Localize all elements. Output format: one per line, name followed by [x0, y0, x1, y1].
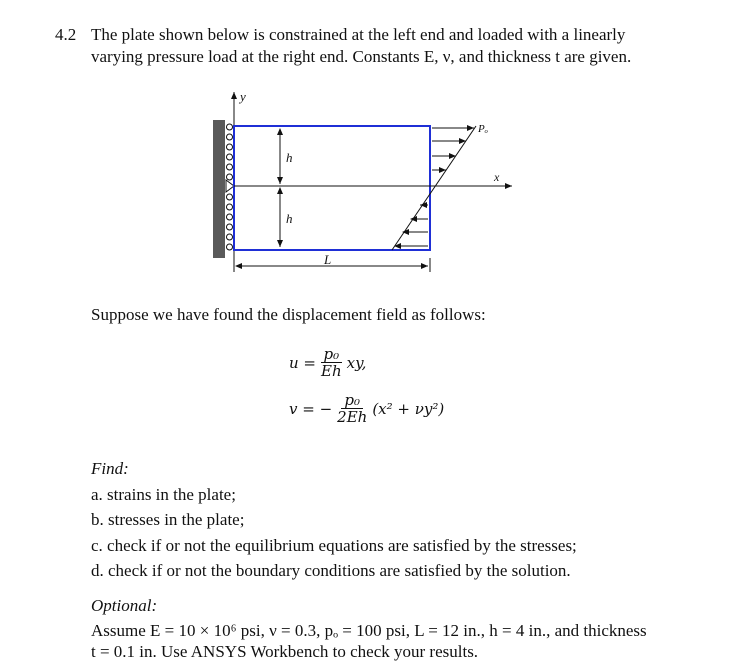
- eq-u-denominator: Eh: [321, 362, 342, 380]
- h-bottom-label: h: [286, 211, 293, 226]
- problem-number: 4.2: [55, 25, 77, 44]
- intro-text: Suppose we have found the displacement field as follows:: [91, 305, 486, 324]
- eq-v-rhs: (x² + νy²): [372, 399, 445, 418]
- find-item-a: a. strains in the plate;: [91, 485, 236, 504]
- eq-v-numerator: p₀: [341, 392, 363, 409]
- problem-statement-line2: varying pressure load at the right end. Constants E, ν, and thickness t are given.: [91, 47, 632, 66]
- problem-statement-line1: The plate shown below is constrained at the left end and loaded with a linearly: [91, 25, 626, 44]
- optional-line1: Assume E = 10 × 10⁶ psi, ν = 0.3, pₒ = 100 psi, L = 12 in., h = 4 in., and thickness: [91, 621, 647, 640]
- eq-u-lhs: u =: [289, 353, 316, 372]
- eq-u-fraction: [318, 346, 345, 379]
- equation-v: [289, 392, 444, 425]
- optional-heading: Optional:: [91, 596, 158, 615]
- load-label: Pₒ: [478, 123, 488, 135]
- find-item-d: d. check if or not the boundary conditions are satisfied by the solution.: [91, 561, 571, 580]
- h-top-label: h: [286, 150, 293, 165]
- eq-u-numerator: p₀: [321, 346, 343, 363]
- eq-v-fraction: [334, 392, 370, 425]
- length-label: L: [324, 252, 332, 267]
- eq-v-denominator: 2Eh: [337, 408, 368, 426]
- pin-support: [226, 180, 234, 192]
- eq-u-rhs: xy,: [346, 353, 367, 372]
- y-axis-label: y: [240, 89, 246, 104]
- fixed-wall: [213, 120, 225, 258]
- plate-figure: [0, 0, 730, 290]
- find-item-c: c. check if or not the equilibrium equations are satisfied by the stresses;: [91, 536, 577, 555]
- plate-outline: [234, 126, 430, 250]
- find-heading: Find:: [91, 459, 129, 478]
- find-item-b: b. stresses in the plate;: [91, 510, 245, 529]
- load-distribution-line: [392, 126, 476, 250]
- x-axis-label: x: [494, 170, 500, 184]
- optional-line2: t = 0.1 in. Use ANSYS Workbench to check your results.: [91, 642, 479, 661]
- equation-u: [289, 346, 366, 379]
- eq-v-lhs: v = −: [289, 399, 333, 418]
